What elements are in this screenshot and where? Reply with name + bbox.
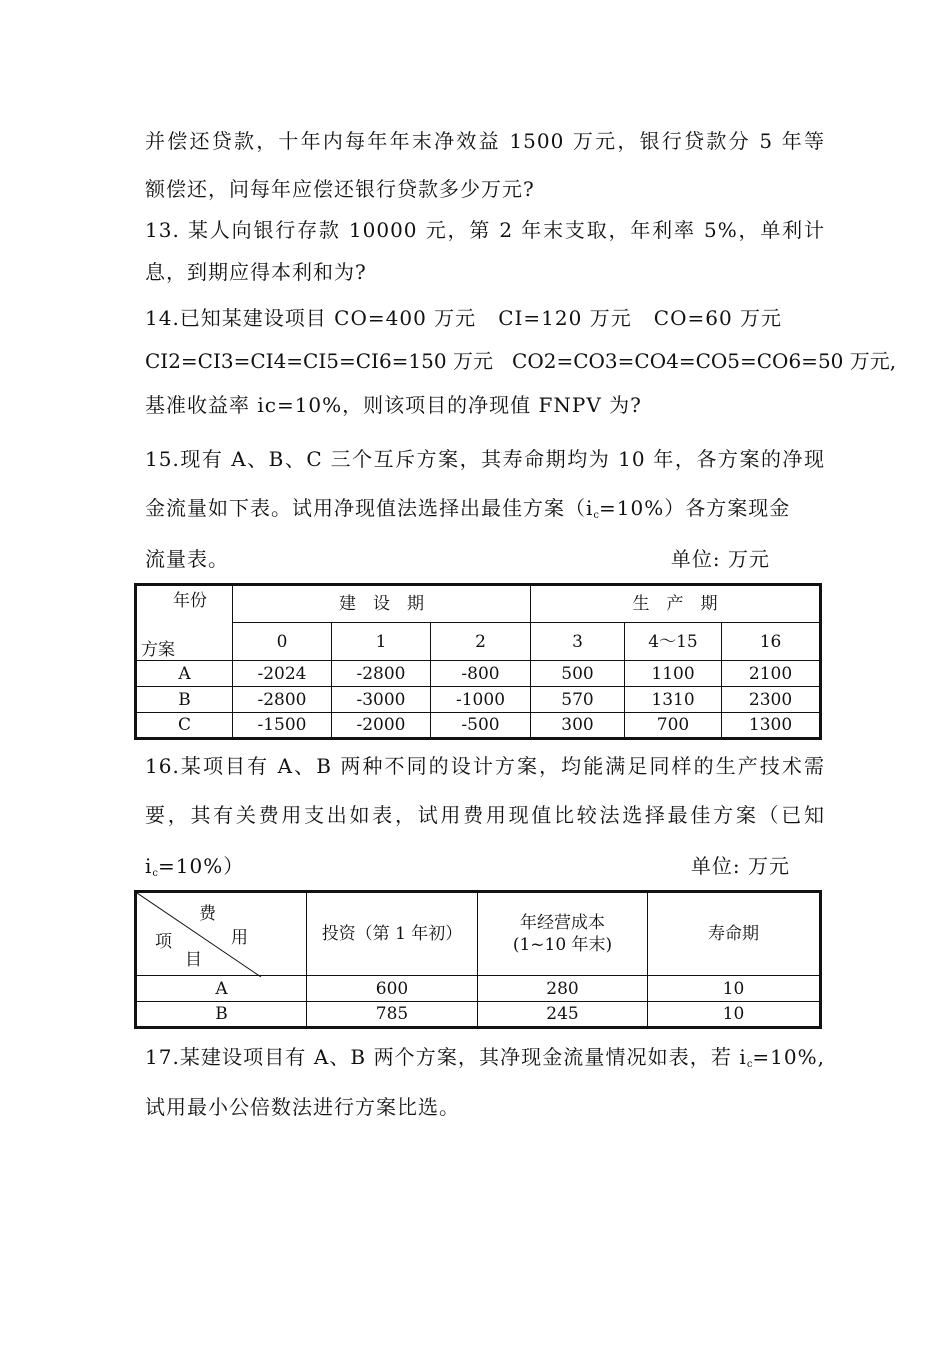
text-span: 流量表。 [145,547,229,571]
table-cell: -2800 [233,687,332,713]
table-row [136,661,821,687]
text-span: =10%） [158,854,245,878]
header-service-life: 寿命期 [648,892,821,976]
header-construction-period: 建 设 期 [233,585,531,623]
table-cell: 280 [478,976,648,1002]
table-cell: 2300 [722,687,821,713]
question-16-line-3 [145,852,790,888]
subscript-c: c [152,868,159,879]
text-line: 并偿还贷款，十年内每年年末净效益 1500 万元，银行贷款分 5 年等 [145,129,825,153]
table-row [136,976,821,1002]
question-17-line-1 [145,1043,825,1079]
text-span: 17.某建设项目有 A、B 两个方案，其净现金流量情况如表，若 i [145,1045,747,1069]
table-cell: -2800 [332,661,431,687]
question-14-line-3: 基准收益率 ic=10%，则该项目的净现值 FNPV 为? [145,393,642,417]
table-cell: -2000 [332,713,431,739]
subscript-c: c [746,1059,753,1070]
text-span: 金流量如下表。试用净现值法选择出最佳方案（i [145,496,594,520]
table-cell: -800 [431,661,531,687]
header-operating-cost [478,892,648,976]
diagonal-header-cell [136,892,307,976]
table-cell: 10 [648,1002,821,1028]
year-header: 2 [431,623,531,661]
table-cell: 785 [307,1002,478,1028]
table-row [136,687,821,713]
text-span: =10%）各方案现金 [599,496,791,520]
row-label: B [136,1002,307,1028]
corner-label-scheme: 方案 [141,640,175,660]
table-cell: -3000 [332,687,431,713]
header-production-period: 生 产 期 [531,585,821,623]
corner-label-fei: 费 [199,904,216,924]
table-cell: -1000 [431,687,531,713]
question-17-line-2: 试用最小公倍数法进行方案比选。 [145,1095,460,1119]
question-15-line-1: 15.现有 A、B、C 三个互斥方案，其寿命期均为 10 年，各方案的净现 [145,447,825,471]
table-row [136,713,821,739]
table-cell: 245 [478,1002,648,1028]
row-label: A [136,976,307,1002]
question-15-line-2 [145,494,825,530]
row-label: B [136,687,233,713]
unit-label: 单位: 万元 [690,854,790,878]
row-label: C [136,713,233,739]
table-cell: 10 [648,976,821,1002]
question-14-line-1: 14.已知某建设项目 CO=400 万元 CI=120 万元 CO=60 万元 [145,306,783,330]
table-cell: 600 [307,976,478,1002]
subscript-c: c [593,510,600,521]
question-13-line-2: 息，到期应得本利和为? [145,260,367,284]
question-15-line-3 [145,545,770,573]
table-corner-cell [136,585,233,661]
year-header: 1 [332,623,431,661]
header-investment: 投资（第 1 年初） [307,892,478,976]
table-cell: 500 [531,661,625,687]
text-span: =10%, [752,1045,825,1069]
corner-label-year: 年份 [173,591,207,611]
year-header: 3 [531,623,625,661]
question-16-line-1: 16.某项目有 A、B 两种不同的设计方案，均能满足同样的生产技术需 [145,754,825,778]
table-row [136,1002,821,1028]
table-cell: 1300 [722,713,821,739]
unit-label: 单位: 万元 [670,547,770,571]
cash-flow-table [134,583,822,740]
corner-label-mu: 目 [185,950,202,970]
year-header: 0 [233,623,332,661]
header-operating-cost-line-1: 年经营成本 [520,913,605,933]
table-cell: -1500 [233,713,332,739]
cost-table [134,890,822,1029]
text-span: i [145,854,153,878]
table-cell: 300 [531,713,625,739]
year-header: 16 [722,623,821,661]
text-line: 额偿还，问每年应偿还银行贷款多少万元? [145,177,535,201]
year-header: 4～15 [625,623,722,661]
table-cell: -2024 [233,661,332,687]
question-14-line-2: CI2=CI3=CI4=CI5=CI6=150 万元 CO2=CO3=CO4=CO5=CO6=50 万元, [145,349,897,373]
header-operating-cost-line-2: (1~10 年末) [512,935,613,955]
table-cell: 570 [531,687,625,713]
table-cell: 2100 [722,661,821,687]
table-cell: 700 [625,713,722,739]
question-16-line-2: 要，其有关费用支出如表，试用费用现值比较法选择最佳方案（已知 [145,803,825,827]
corner-label-xiang: 项 [155,932,172,952]
table-cell: -500 [431,713,531,739]
row-label: A [136,661,233,687]
question-13-line-1: 13. 某人向银行存款 10000 元，第 2 年末支取，年利率 5%，单利计 [145,218,825,242]
corner-label-yong: 用 [231,928,248,948]
table-cell: 1310 [625,687,722,713]
table-cell: 1100 [625,661,722,687]
